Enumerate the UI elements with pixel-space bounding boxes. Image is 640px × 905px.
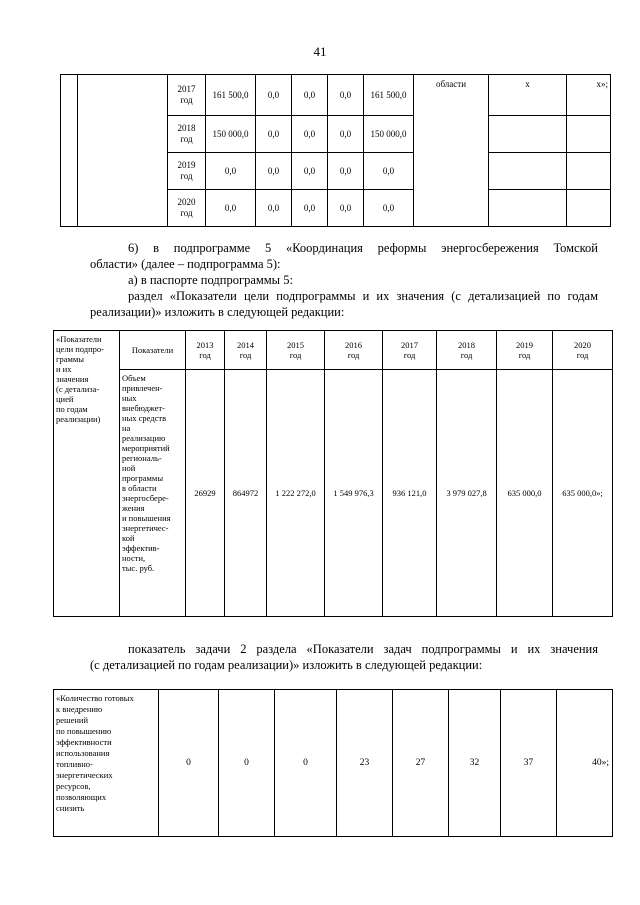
year-cell: 2019 год [168,153,206,190]
text-line: энергосбере- [122,493,169,503]
text-line: позволяющих [56,792,107,802]
text-line: ной [122,463,136,473]
empty-cell [489,153,567,190]
x-end-cell: х»; [567,75,611,116]
value-cell: 23 [337,690,393,837]
funding-continuation-table [60,74,611,227]
text-line: региональ- [122,453,162,463]
text-line: реализации) [56,414,101,424]
value-cell: 864972 [225,370,267,617]
value-cell: 0,0 [256,190,292,227]
value-cell: 40»; [557,690,613,837]
text-line: кой [122,533,135,543]
year-header: 2013 год [186,331,225,370]
paragraph-line: области» (далее – подпрограмма 5): [90,257,281,271]
value-cell: 0,0 [328,190,364,227]
value-cell: 161 500,0 [364,75,414,116]
value-cell: 0,0 [292,190,328,227]
text-line: в области [122,483,157,493]
value-cell: 0,0 [328,153,364,190]
text-line: и их [56,364,72,374]
paragraph-line: (с детализацией по годам реализации)» изложить в следующей редакции: [90,658,483,672]
paragraph-line: показатель задачи 2 раздела «Показатели задач подпрограммы и их значения [128,642,598,656]
paragraph-line: а) в паспорте подпрограммы 5: [128,273,293,287]
text-line: и повышения [122,513,171,523]
text-line: «Показатели [56,334,102,344]
text-line: использования [56,748,110,758]
text-line: снизить [56,803,85,813]
text-line: топливно- [56,759,93,769]
text-line: энергетических [56,770,113,780]
value-cell: 936 121,0 [383,370,437,617]
value-cell: 0,0 [364,153,414,190]
indicator-header: Показатели [120,331,186,370]
value-cell: 0,0 [292,153,328,190]
region-cell: области [414,75,489,227]
x-cell: х [489,75,567,116]
page-number: 41 [313,44,327,59]
value-cell: 0,0 [256,75,292,116]
year-header: 2015 год [267,331,325,370]
value-cell: 0,0 [328,116,364,153]
empty-cell [78,75,168,227]
goal-indicators-table [53,330,613,617]
text-line: по годам [56,404,88,414]
text-line: цели подпро- [56,344,104,354]
task-indicator-table [53,689,613,837]
text-line: цией [56,394,74,404]
empty-cell [567,116,611,153]
text-line: ных [122,393,137,403]
value-cell: 0,0 [206,190,256,227]
text-line: жения [122,503,145,513]
text-line: эффективности [56,737,112,747]
value-cell: 635 000,0 [497,370,553,617]
empty-cell [489,190,567,227]
value-cell: 0 [275,690,337,837]
value-cell: 1 549 976,3 [325,370,383,617]
empty-cell [61,75,78,227]
value-cell: 0 [219,690,275,837]
value-cell: 0,0 [292,116,328,153]
text-line: ности, [122,553,146,563]
value-cell: 32 [449,690,501,837]
value-cell: 1 222 272,0 [267,370,325,617]
value-cell: 0,0 [256,116,292,153]
text-line: эффектив- [122,543,160,553]
value-cell: 27 [393,690,449,837]
text-line: энергетичес- [122,523,169,533]
value-cell: 0,0 [364,190,414,227]
value-cell: 0,0 [256,153,292,190]
text-line: внебюджет- [122,403,165,413]
value-cell: 0 [159,690,219,837]
empty-cell [489,116,567,153]
text-line: мероприятий [122,443,170,453]
section-label-cell [54,331,120,617]
value-cell: 0,0 [206,153,256,190]
year-cell: 2017 год [168,75,206,116]
empty-cell [567,190,611,227]
year-header: 2019 год [497,331,553,370]
year-header: 2018 год [437,331,497,370]
text-line: по повышению [56,726,112,736]
text-line: ных средств [122,413,167,423]
indicator-text-cell [120,370,186,617]
table-row [54,370,613,617]
text-line: на [122,423,131,433]
value-cell: 150 000,0 [364,116,414,153]
table-row [61,75,611,116]
text-line: реализацию [122,433,166,443]
table-row [54,690,613,837]
text-line: граммы [56,354,84,364]
text-line: тыс. руб. [122,563,155,573]
text-line: привлечен- [122,383,163,393]
value-cell: 37 [501,690,557,837]
paragraph-line: раздел «Показатели цели подпрограммы и их значения (с детализацией по годам [128,289,598,303]
value-cell: 3 979 027,8 [437,370,497,617]
paragraph-line: реализации)» изложить в следующей редакции: [90,305,345,319]
year-header: 2014 год [225,331,267,370]
text-line: значения [56,374,89,384]
text-line: решений [56,715,88,725]
value-cell: 161 500,0 [206,75,256,116]
value-cell: 26929 [186,370,225,617]
indicator-text-cell [54,690,159,837]
year-cell: 2020 год [168,190,206,227]
value-cell: 0,0 [328,75,364,116]
text-line: «Количество готовых [56,693,134,703]
text-line: программы [122,473,164,483]
text-line: Объем [122,373,146,383]
year-header: 2020 год [553,331,613,370]
empty-cell [567,153,611,190]
year-header: 2017 год [383,331,437,370]
text-line: (с детализа- [56,384,100,394]
text-line: ресурсов, [56,781,91,791]
value-cell: 0,0 [292,75,328,116]
year-cell: 2018 год [168,116,206,153]
value-cell: 635 000,0»; [553,370,613,617]
year-header: 2016 год [325,331,383,370]
paragraph-line: 6) в подпрограмме 5 «Координация реформы энергосбережения Томской [128,241,598,255]
value-cell: 150 000,0 [206,116,256,153]
table-header-row [54,331,613,370]
text-line: к внедрению [56,704,103,714]
